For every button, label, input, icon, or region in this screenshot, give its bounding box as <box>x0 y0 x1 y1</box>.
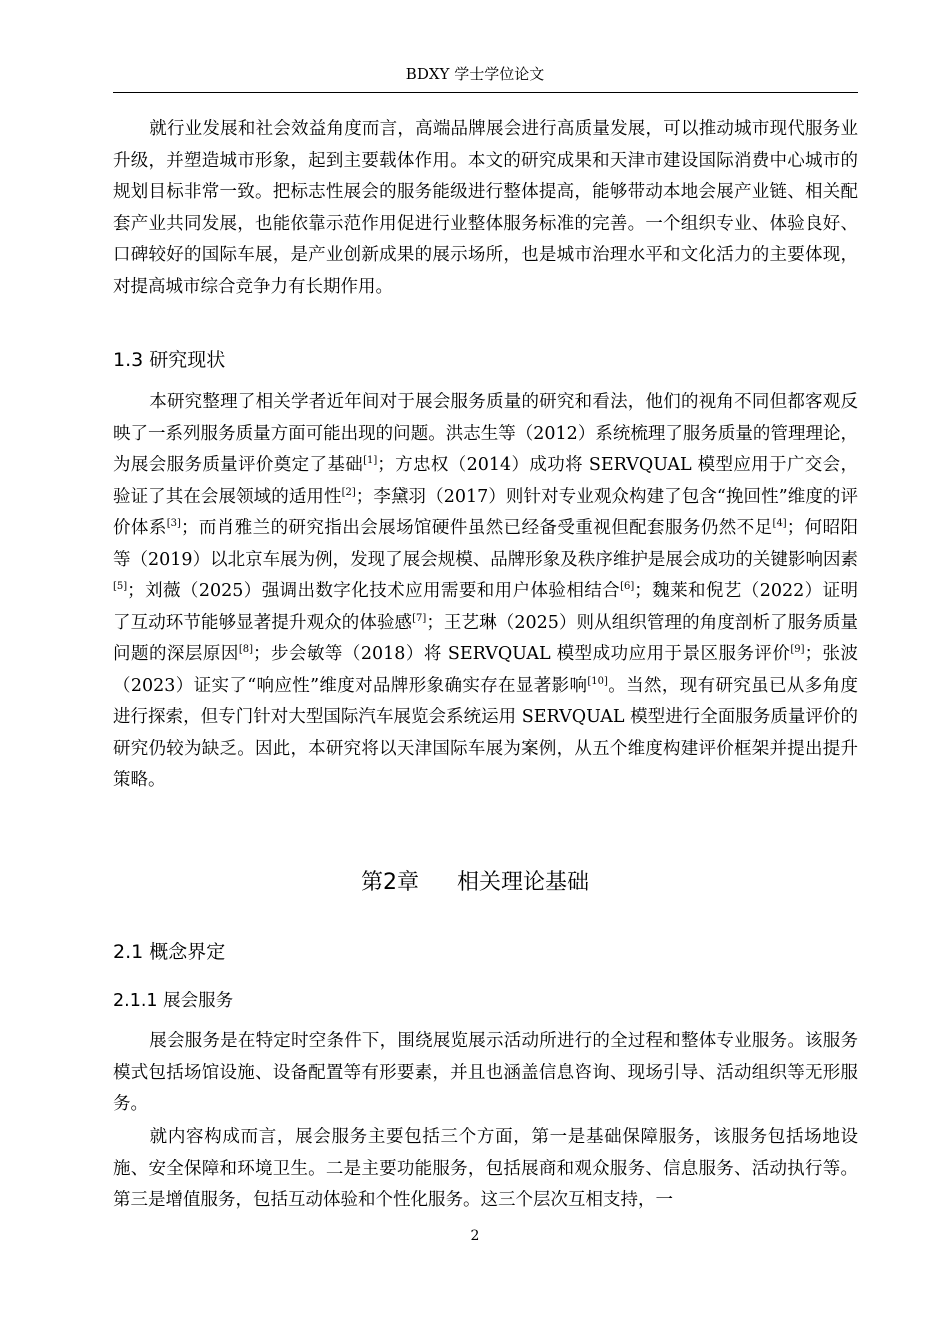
citation-ref: [4] <box>772 518 787 529</box>
citation-ref: [9] <box>790 644 805 655</box>
paragraph-text: ；方忠权（2014）成功将 SERVQUAL 模型应用于广交会，验证了其在会展领域的适用性 <box>113 455 858 507</box>
page-number: 2 <box>470 1228 480 1244</box>
paragraph-text: ；何昭阳等（2019）以北京车展为例，发现了展会规模、品牌形象及秩序维护是展会成功的关键影响因素 <box>113 518 858 570</box>
chapter-number: 第2章 <box>360 870 419 895</box>
citation-ref: [6] <box>620 581 635 592</box>
paragraph-text: ；而肖雅兰的研究指出会展场馆硬件虽然已经备受重视但配套服务仍然不足 <box>180 518 773 538</box>
citation-ref: [3] <box>166 518 181 529</box>
citation-ref: [2] <box>341 486 356 498</box>
paragraph-literature-review <box>113 387 858 797</box>
section-heading-1-3: 1.3 研究现状 <box>113 349 226 371</box>
paragraph-text: ；李黛羽（2017）则针对专业观众构建了包含“挽回性”维度的评价体系 <box>113 486 858 538</box>
paragraph-significance <box>113 114 858 303</box>
citation-ref: [10] <box>587 675 608 687</box>
chapter-title <box>0 868 950 898</box>
paragraph-text: ；步会敏等（2018）将 SERVQUAL 模型成功应用于景区服务评价 <box>253 644 791 664</box>
citation-ref: [5] <box>113 581 128 592</box>
citation-ref: [7] <box>412 612 427 624</box>
paragraph-text: 展会服务是在特定时空条件下，围绕展览展示活动所进行的全过程和整体专业服务。该服务模式包括场馆设施、设备配置等有形要素，并且也涵盖信息咨询、现场引导、活动组织等无形服务。 <box>113 1031 858 1114</box>
citation-ref: [8] <box>238 644 254 655</box>
paragraph-text: ；刘薇（2025）强调出数字化技术应用需要和用户体验相结合 <box>127 581 621 601</box>
paragraph-text: ；张波（2023）证实了“响应性”维度对品牌形象确实存在显著影响 <box>113 644 859 696</box>
header-divider <box>113 92 858 93</box>
paragraph-text: 就内容构成而言，展会服务主要包括三个方面，第一是基础保障服务，该服务包括场地设施、安全保障和环境卫生。二是主要功能服务，包括展商和观众服务、信息服务、活动执行等。第三是增值服务，包括互动体验和个性化服务。这三个层次互相支持，一 <box>113 1127 858 1210</box>
chapter-name: 相关理论基础 <box>456 870 589 895</box>
section-heading-2-1: 2.1 概念界定 <box>113 941 226 963</box>
paragraph-text: ；王艺琳（2025）则从组织管理的角度剖析了服务质量问题的深层原因 <box>113 612 858 664</box>
paragraph-service-composition <box>113 1122 858 1217</box>
paragraph-text: 就行业发展和社会效益角度而言，高端品牌展会进行高质量发展，可以推动城市现代服务业升级，并塑造城市形象，起到主要载体作用。本文的研究成果和天津市建设国际消费中心城市的规划目标非常一致。把标志性展会的服务能级进行整体提高，能够带动本地会展产业链、相关配套产业共同发展，也能依靠示范作用促进行业整体服务标准的完善。一个组织专业、体验良好、口碑较好的国际车展，是产业创新成果的展示场所，也是城市治理水平和文化活力的主要体现，对提高城市综合竞争力有长期作用。 <box>113 119 858 297</box>
subsection-heading-2-1-1: 2.1.1 展会服务 <box>113 991 234 1011</box>
page-header: BDXY 学士学位论文 <box>405 65 545 83</box>
paragraph-text: 。当然，现有研究虽已从多角度进行探索，但专门针对大型国际汽车展览会系统运用 SERVQUAL 模型进行全面服务质量评价的研究仍较为缺乏。因此，本研究将以天津国际车展为案例，从五个维度构建评价框架并提出提升策略。 <box>113 675 858 790</box>
citation-ref: [1] <box>363 455 378 466</box>
paragraph-exhibition-service-definition <box>113 1026 858 1121</box>
paragraph-text: ；魏莱和倪艺（2022）证明了互动环节能够显著提升观众的体验感 <box>113 581 858 633</box>
paragraph-text: 本研究整理了相关学者近年间对于展会服务质量的研究和看法，他们的视角不同但都客观反映了一系列服务质量方面可能出现的问题。洪志生等（2012）系统梳理了服务质量的管理理论，为展会服务质量评价奠定了基础 <box>113 392 858 475</box>
